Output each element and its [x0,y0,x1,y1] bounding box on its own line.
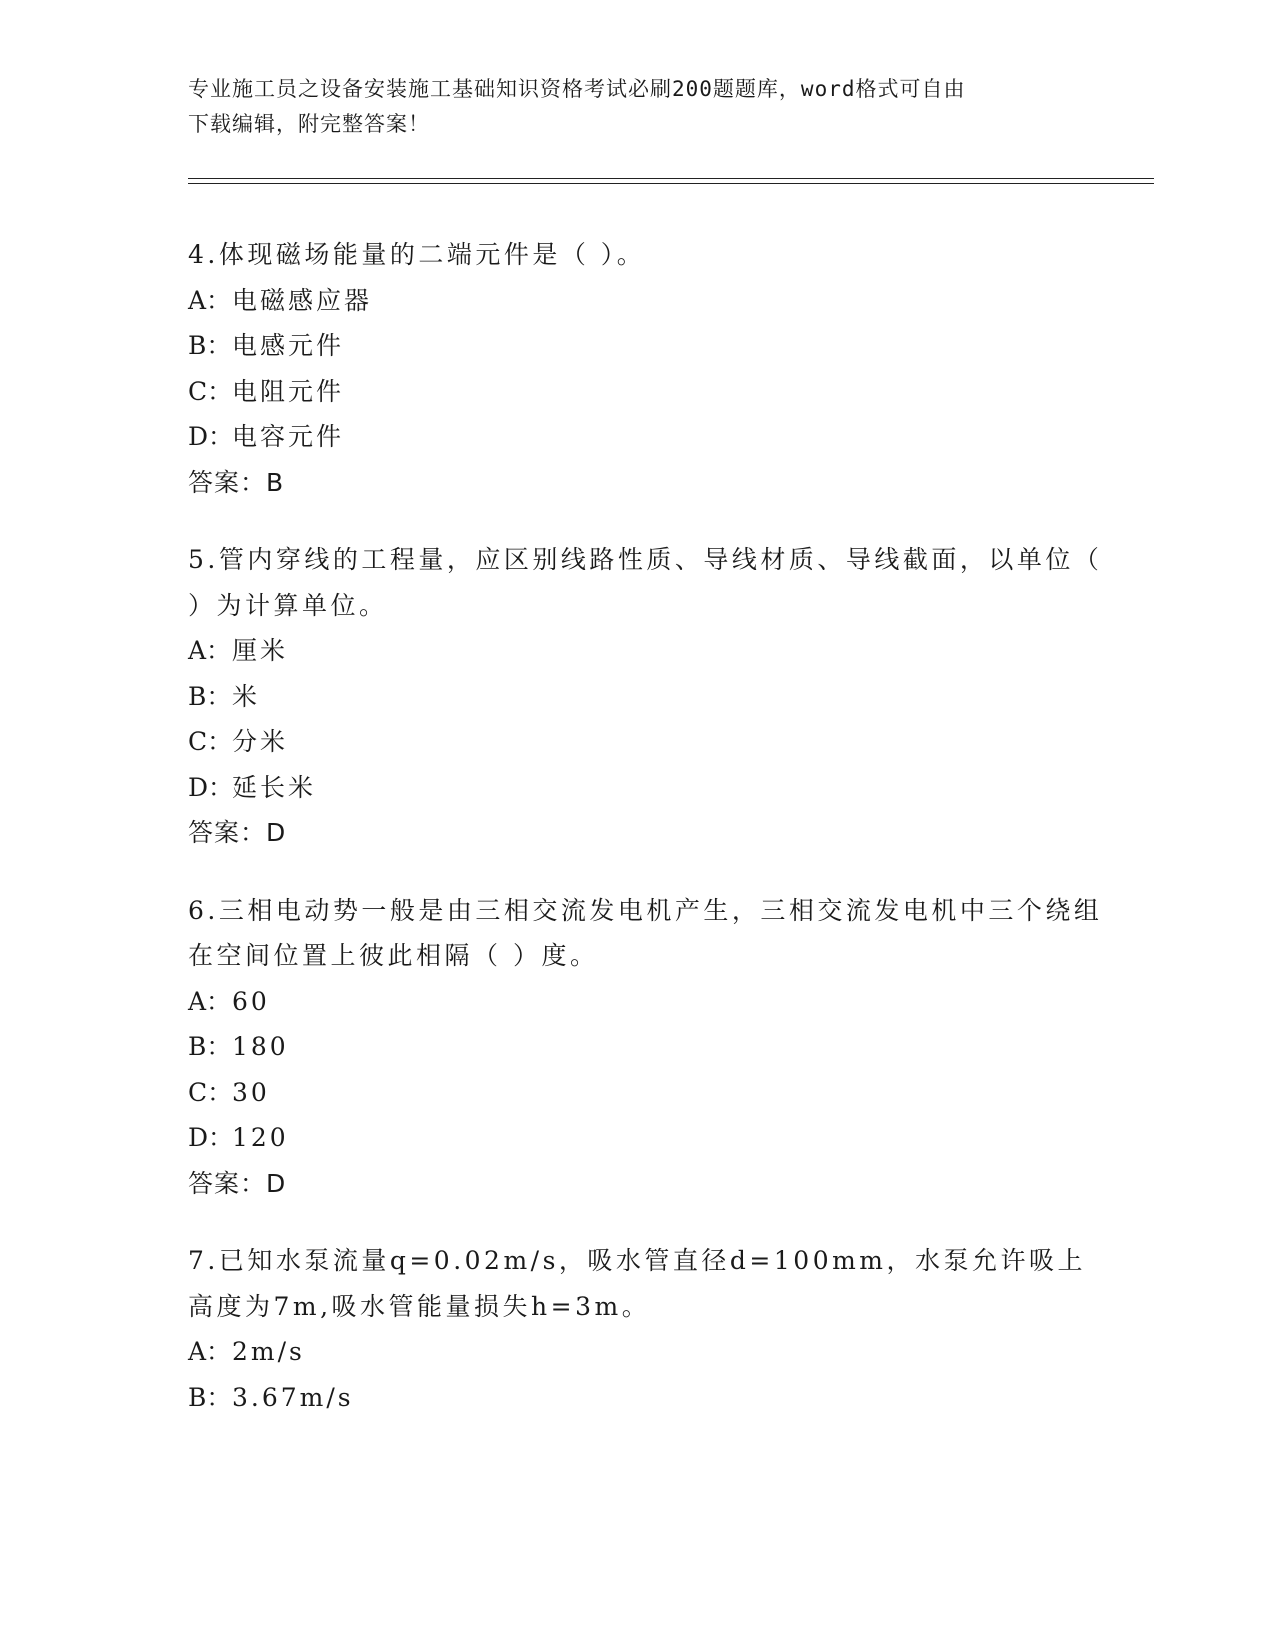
option-letter: B： [188,331,232,360]
option-c [188,369,1108,415]
option-a [188,1329,1108,1375]
question-6 [188,888,1108,1207]
option-letter: B： [188,1032,232,1061]
option-letter: C： [188,727,233,756]
option-letter: A： [188,285,232,315]
option-letter: D： [188,772,234,802]
option-text: 电感元件 [232,331,345,360]
option-a [188,278,1108,324]
option-text: 分米 [232,727,289,756]
option-letter: A： [188,986,232,1016]
header-divider-top [188,178,1154,179]
option-a [188,628,1108,674]
option-b [188,674,1108,720]
option-letter: A： [188,636,232,665]
option-a [188,979,1108,1025]
option-text: 120 [232,1123,289,1152]
question-7 [188,1238,1108,1420]
document-header [188,72,1088,142]
question-list [188,232,1108,1452]
option-letter: B： [188,1382,232,1412]
option-text: 180 [232,1032,289,1061]
option-text: 30 [232,1077,270,1107]
option-text: 厘米 [232,636,289,665]
option-letter: D： [188,422,234,451]
option-d [188,1115,1108,1161]
option-letter: C： [188,376,233,406]
option-c [188,719,1108,765]
option-letter: D： [188,1123,234,1152]
option-letter: C： [188,1077,233,1107]
header-line-1: 专业施工员之设备安装施工基础知识资格考试必刷200题题库，word格式可自由 [188,77,966,101]
option-d [188,414,1108,460]
option-text: 电容元件 [232,422,345,451]
question-5 [188,537,1108,856]
option-letter: A： [188,1337,232,1366]
option-text: 延长米 [232,772,317,802]
question-stem: 4.体现磁场能量的二端元件是（ ）。 [188,240,646,269]
header-divider-bottom [188,183,1154,184]
option-text: 电阻元件 [232,376,345,406]
question-stem: 6.三相电动势一般是由三相交流发电机产生，三相交流发电机中三个绕组在空间位置上彼此相隔（ ）度。 [188,895,1103,970]
option-text: 60 [232,986,270,1016]
option-text: 米 [232,681,261,711]
option-b [188,323,1108,369]
option-d [188,765,1108,811]
option-letter: B： [188,681,232,711]
option-c [188,1070,1108,1116]
answer-line: 答案：D [188,818,287,847]
option-text: 3.67m/s [232,1382,354,1412]
answer-line: 答案：B [188,467,285,497]
option-text: 2m/s [232,1337,305,1366]
option-text: 电磁感应器 [232,285,373,315]
option-b [188,1024,1108,1070]
question-stem: 7.已知水泵流量q=0.02m/s，吸水管直径d=100mm，水泵允许吸上高度为7m,吸水管能量损失h=3m。 [188,1246,1087,1321]
question-stem: 5.管内穿线的工程量，应区别线路性质、导线材质、导线截面，以单位（ ）为计算单位。 [188,545,1103,620]
answer-line: 答案：D [188,1168,287,1198]
header-line-2: 下载编辑，附完整答案！ [188,112,430,136]
option-b [188,1375,1108,1421]
question-4 [188,232,1108,505]
